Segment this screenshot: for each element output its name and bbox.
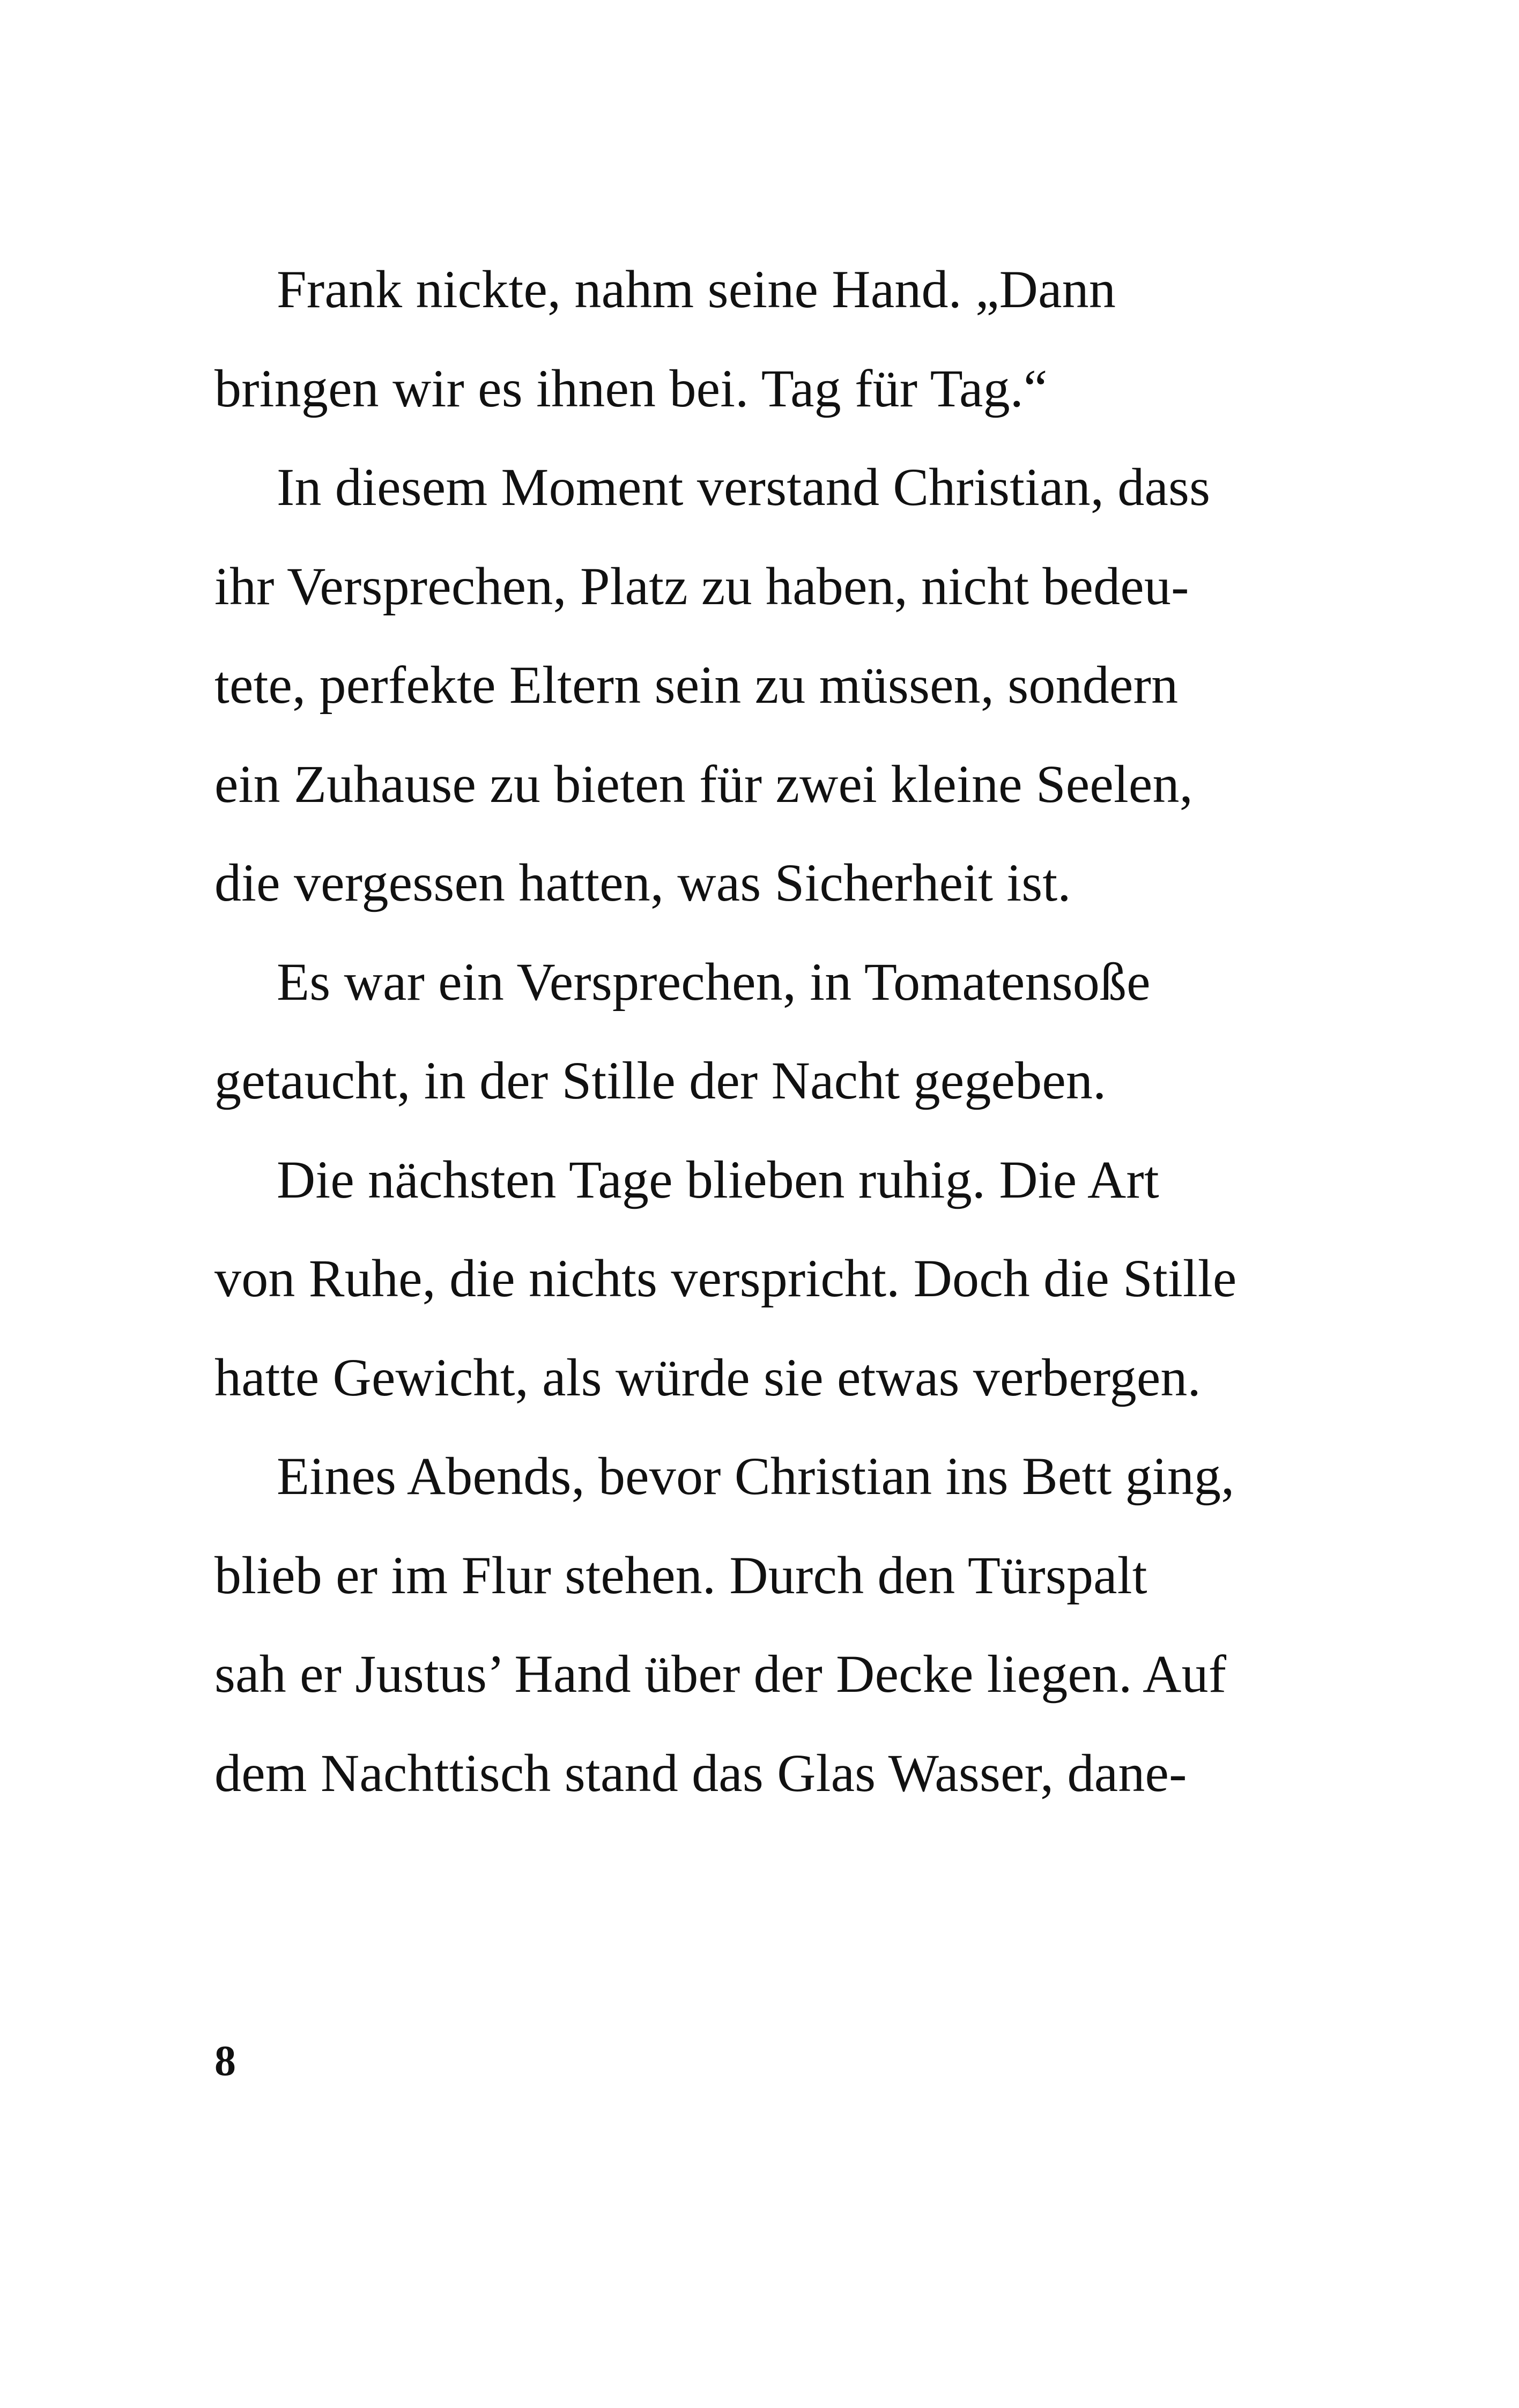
paragraph-line: hatte Gewicht, als würde sie etwas verbergen. bbox=[214, 1347, 1201, 1407]
paragraph-line: blieb er im Flur stehen. Durch den Türspalt bbox=[214, 1545, 1147, 1605]
paragraph-line: dem Nachttisch stand das Glas Wasser, dane- bbox=[214, 1743, 1187, 1803]
paragraph-line: ein Zuhause zu bieten für zwei kleine Seelen, bbox=[214, 754, 1193, 814]
paragraph-line: die vergessen hatten, was Sicherheit ist. bbox=[214, 853, 1071, 912]
paragraph-line: In diesem Moment verstand Christian, dass bbox=[277, 457, 1211, 517]
page-number: 8 bbox=[214, 2038, 236, 2085]
paragraph-line: Frank nickte, nahm seine Hand. „Dann bbox=[277, 259, 1116, 319]
paragraph-line: Eines Abends, bevor Christian ins Bett ging, bbox=[277, 1446, 1235, 1506]
paragraph-line: getaucht, in der Stille der Nacht gegeben. bbox=[214, 1051, 1107, 1110]
paragraph-line: sah er Justus’ Hand über der Decke liegen. Auf bbox=[214, 1644, 1227, 1704]
body-text bbox=[214, 240, 1319, 1823]
paragraph-line: bringen wir es ihnen bei. Tag für Tag.“ bbox=[214, 358, 1048, 418]
paragraph-line: von Ruhe, die nichts verspricht. Doch die Stille bbox=[214, 1248, 1237, 1308]
paragraph-line: tete, perfekte Eltern sein zu müssen, sondern bbox=[214, 655, 1179, 715]
paragraph-line: Die nächsten Tage blieben ruhig. Die Art bbox=[277, 1149, 1159, 1209]
paragraph-line: Es war ein Versprechen, in Tomatensoße bbox=[277, 952, 1151, 1012]
paragraph-line: ihr Versprechen, Platz zu haben, nicht bedeu- bbox=[214, 556, 1189, 616]
